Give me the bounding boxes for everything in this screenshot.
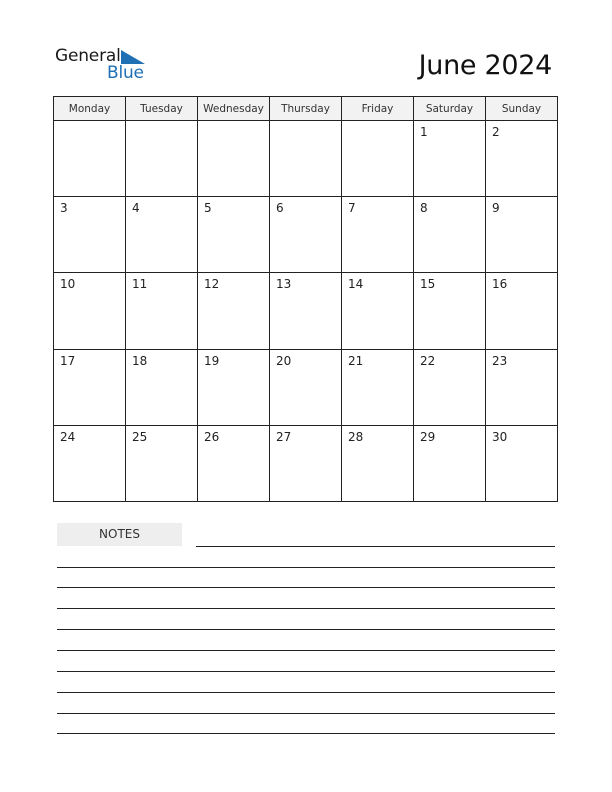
day-cell bbox=[126, 273, 198, 349]
weekday-header-row bbox=[54, 97, 558, 121]
day-number: 27 bbox=[276, 429, 292, 444]
day-cell bbox=[342, 197, 414, 273]
day-cell bbox=[54, 425, 126, 501]
day-number: 3 bbox=[60, 201, 68, 216]
day-cell bbox=[270, 121, 342, 197]
day-cell bbox=[414, 349, 486, 425]
note-line bbox=[57, 567, 555, 568]
day-number: 5 bbox=[204, 201, 212, 216]
day-number: 14 bbox=[348, 277, 364, 292]
day-cell bbox=[198, 121, 270, 197]
weekday-sunday: Sunday bbox=[486, 97, 558, 121]
day-number bbox=[54, 121, 125, 125]
day-number: 19 bbox=[204, 353, 220, 368]
day-number: 22 bbox=[420, 353, 436, 368]
day-cell bbox=[54, 349, 126, 425]
day-cell bbox=[198, 273, 270, 349]
day-number: 24 bbox=[60, 429, 76, 444]
week-row bbox=[54, 425, 558, 501]
day-cell bbox=[54, 121, 126, 197]
weekday-saturday: Saturday bbox=[414, 97, 486, 121]
day-cell bbox=[198, 349, 270, 425]
day-cell bbox=[342, 273, 414, 349]
note-line bbox=[57, 671, 555, 672]
day-number: 12 bbox=[204, 277, 220, 292]
note-line bbox=[57, 608, 555, 609]
day-number: 2 bbox=[492, 125, 500, 139]
weekday-wednesday: Wednesday bbox=[198, 97, 270, 121]
day-number: 30 bbox=[492, 429, 508, 444]
note-line bbox=[57, 713, 555, 714]
day-number bbox=[342, 121, 413, 125]
day-number: 18 bbox=[132, 353, 148, 368]
day-cell bbox=[198, 425, 270, 501]
day-number: 9 bbox=[492, 201, 500, 216]
day-number: 20 bbox=[276, 353, 292, 368]
day-cell bbox=[486, 425, 558, 501]
note-line bbox=[57, 587, 555, 588]
day-cell bbox=[54, 197, 126, 273]
day-number: 6 bbox=[276, 201, 284, 216]
weekday-friday: Friday bbox=[342, 97, 414, 121]
logo-blue-text: Blue bbox=[107, 63, 144, 83]
day-number: 26 bbox=[204, 429, 220, 444]
day-number: 25 bbox=[132, 429, 148, 444]
day-number: 13 bbox=[276, 277, 292, 292]
day-cell bbox=[54, 273, 126, 349]
day-cell bbox=[126, 121, 198, 197]
day-cell bbox=[342, 349, 414, 425]
logo bbox=[55, 46, 155, 86]
note-line bbox=[57, 733, 555, 734]
day-cell bbox=[486, 349, 558, 425]
notes-label: NOTES bbox=[57, 523, 182, 546]
day-cell bbox=[342, 425, 414, 501]
day-number: 17 bbox=[60, 353, 76, 368]
day-number: 16 bbox=[492, 277, 508, 292]
note-line bbox=[57, 650, 555, 651]
day-number: 11 bbox=[132, 277, 148, 292]
note-line bbox=[57, 692, 555, 693]
day-number: 21 bbox=[348, 353, 364, 368]
day-cell bbox=[270, 197, 342, 273]
weekday-thursday: Thursday bbox=[270, 97, 342, 121]
day-cell bbox=[126, 425, 198, 501]
day-number: 29 bbox=[420, 429, 436, 444]
day-number: 8 bbox=[420, 201, 428, 216]
week-row bbox=[54, 121, 558, 197]
day-number bbox=[198, 121, 269, 125]
day-number: 23 bbox=[492, 353, 508, 368]
day-cell bbox=[126, 349, 198, 425]
week-row bbox=[54, 349, 558, 425]
logo-triangle-icon bbox=[121, 50, 145, 64]
day-cell bbox=[486, 121, 558, 197]
day-number: 28 bbox=[348, 429, 364, 444]
day-cell bbox=[486, 197, 558, 273]
calendar-title: June 2024 bbox=[418, 50, 552, 81]
weekday-monday: Monday bbox=[54, 97, 126, 121]
day-cell bbox=[198, 197, 270, 273]
day-cell bbox=[270, 425, 342, 501]
day-cell bbox=[414, 425, 486, 501]
day-cell bbox=[270, 273, 342, 349]
day-cell bbox=[270, 349, 342, 425]
day-number: 7 bbox=[348, 201, 356, 216]
week-row bbox=[54, 197, 558, 273]
day-number: 10 bbox=[60, 277, 76, 292]
calendar-grid bbox=[53, 96, 558, 502]
week-row bbox=[54, 273, 558, 349]
day-number bbox=[126, 121, 197, 125]
day-cell bbox=[342, 121, 414, 197]
day-number bbox=[270, 121, 341, 125]
note-line bbox=[57, 629, 555, 630]
day-number: 4 bbox=[132, 201, 140, 216]
day-cell bbox=[486, 273, 558, 349]
logo-general-text: General bbox=[55, 46, 121, 66]
day-number: 1 bbox=[420, 125, 428, 139]
note-line bbox=[196, 546, 555, 547]
day-cell bbox=[414, 121, 486, 197]
day-cell bbox=[414, 197, 486, 273]
day-cell bbox=[126, 197, 198, 273]
day-number: 15 bbox=[420, 277, 436, 292]
day-cell bbox=[414, 273, 486, 349]
weekday-tuesday: Tuesday bbox=[126, 97, 198, 121]
